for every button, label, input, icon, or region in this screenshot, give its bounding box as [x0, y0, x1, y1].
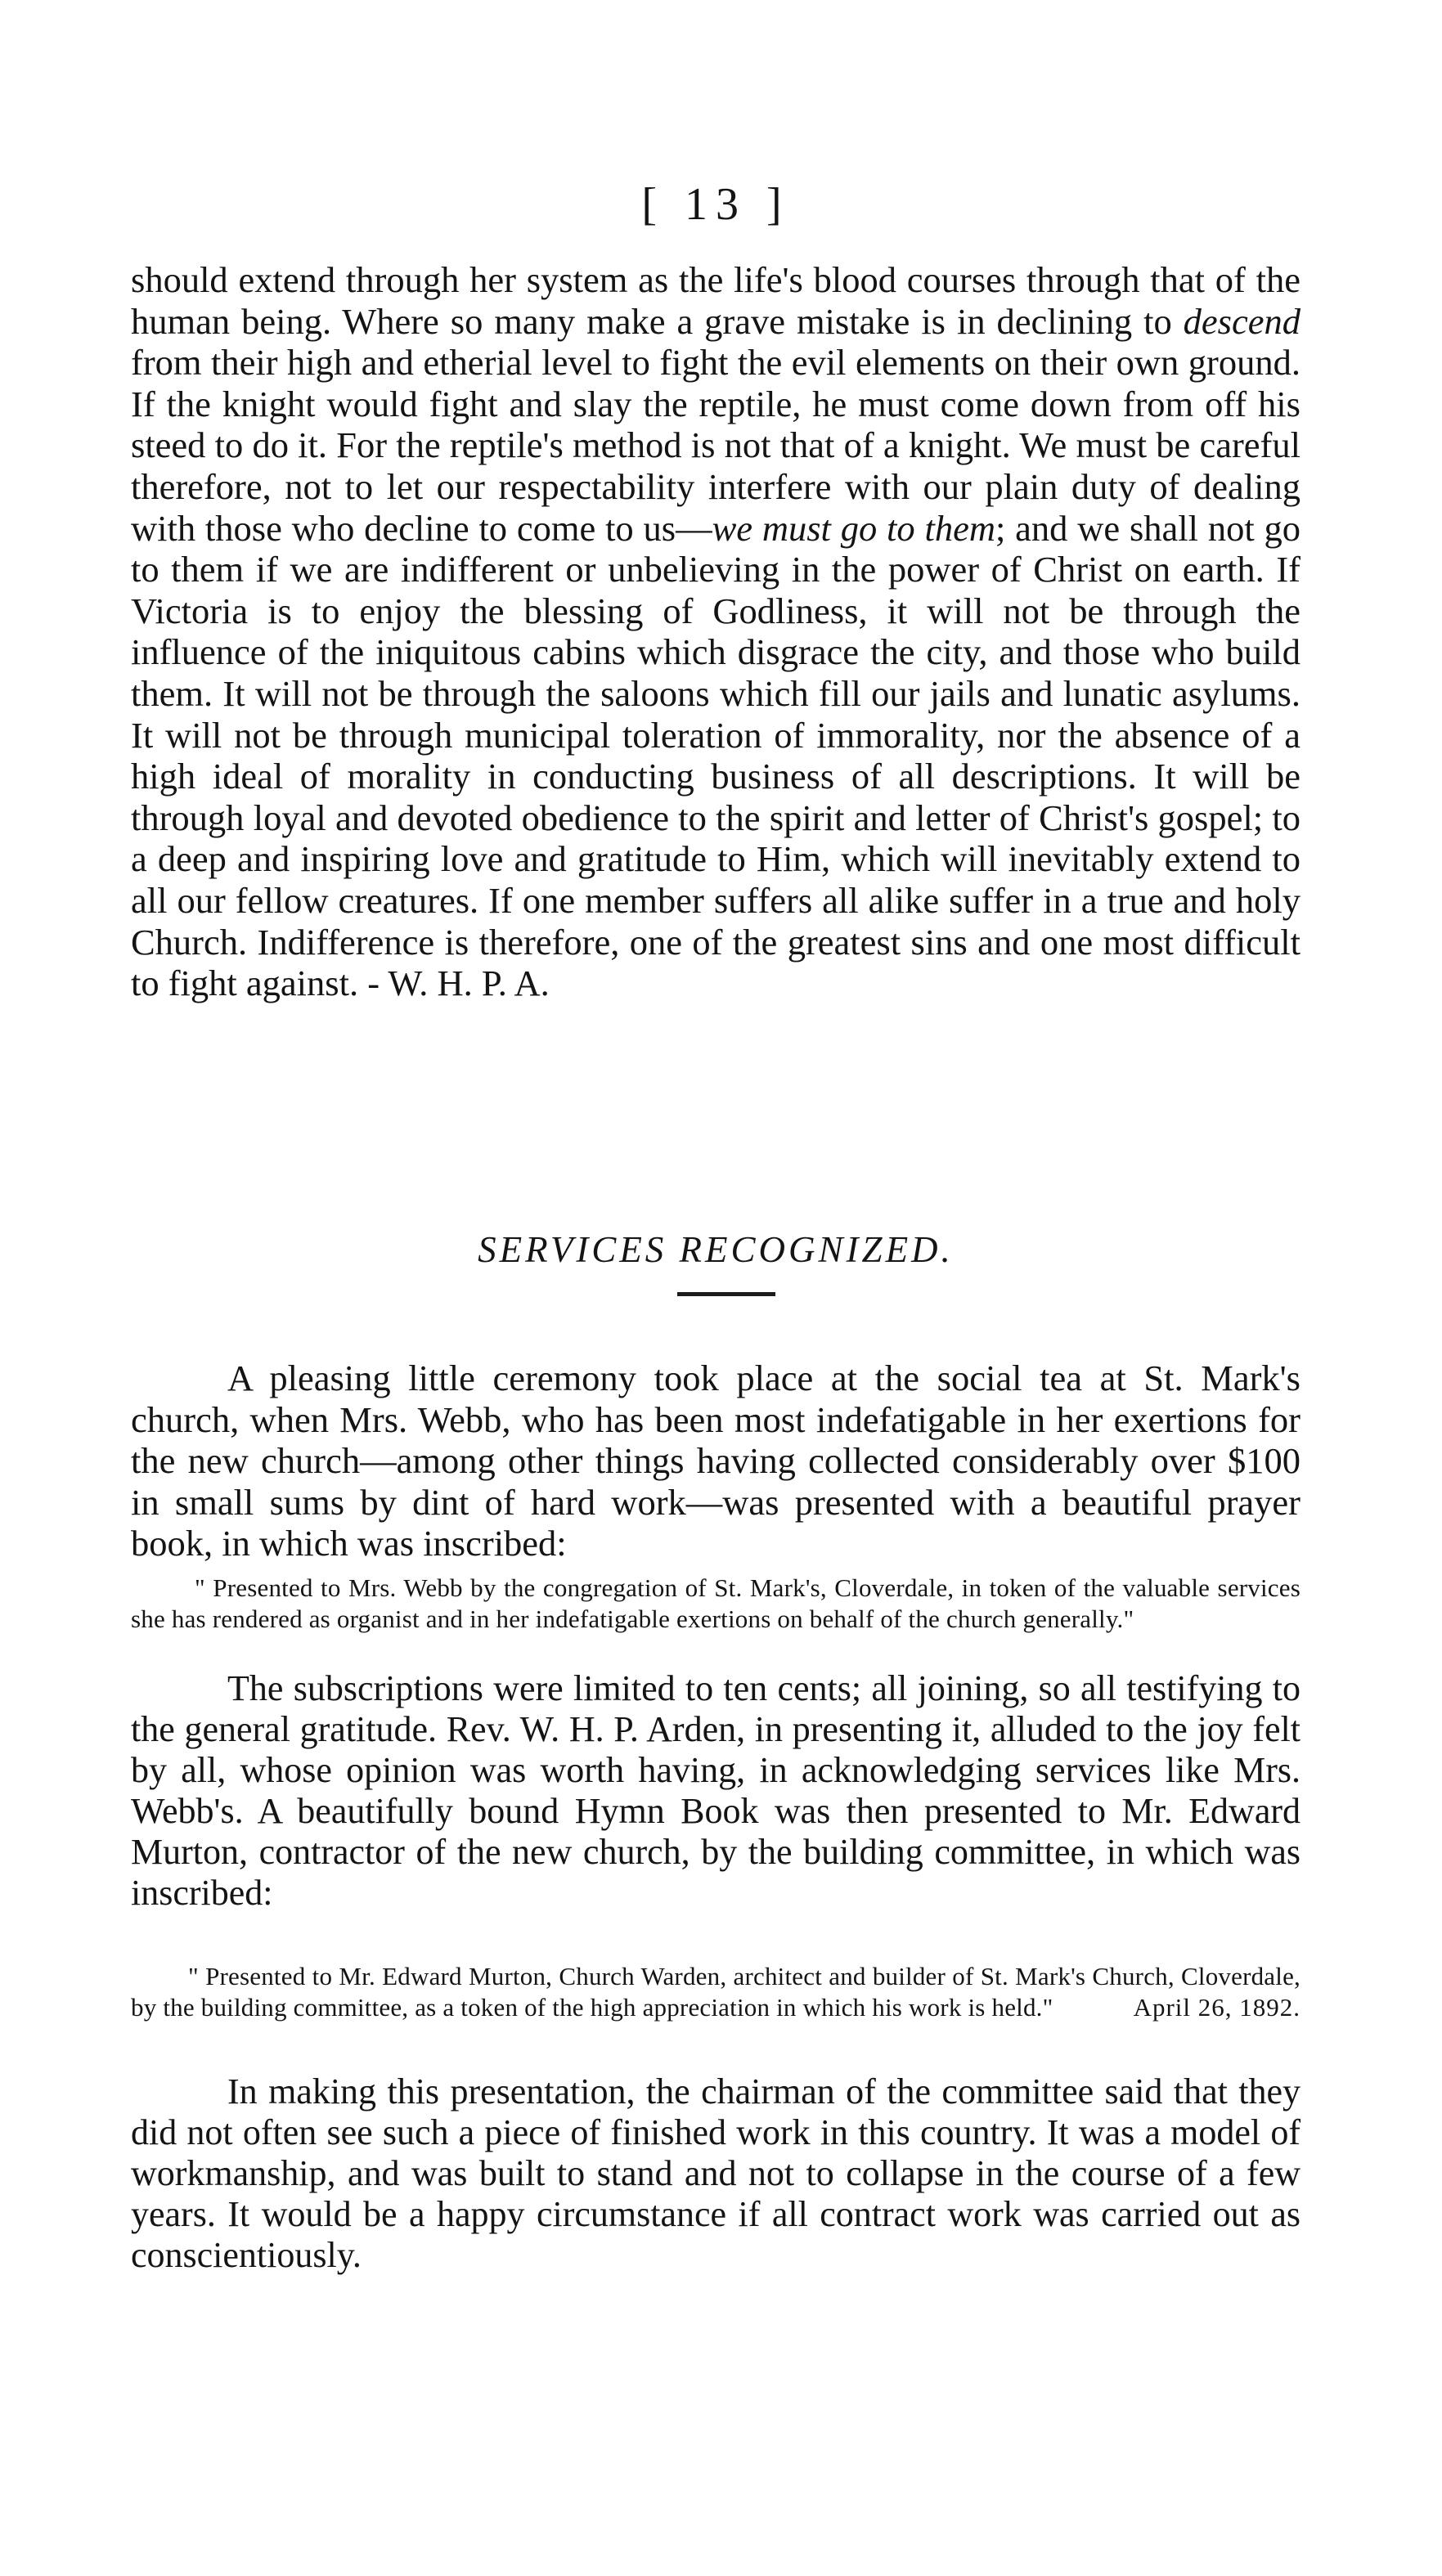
section-heading: SERVICES RECOGNIZED.	[478, 1229, 954, 1270]
inscription-murton	[131, 1961, 1300, 2023]
emphasis-go-to-them: we must go to them	[712, 507, 995, 549]
inscription-webb: " Presented to Mrs. Webb by the congregation of St. Mark's, Cloverdale, in token of the valuable services she has rendered as organist and in her indefatigable exertions on behalf of the church generally."	[131, 1573, 1300, 1633]
paragraph-text: ; and we shall not go to them if we are indifferent or unbelieving in the power of Christ on earth. If Victoria is to enjoy the blessing of Godliness, it will not be through the influence of the iniquitous cabins which disgrace the city, and those who build them. It will not be through the saloons which fill our jails and lunatic asylums. It will not be through municipal toleration of immorality, nor the absence of a high ideal of morality in conducting business of all descriptions. It will be through loyal and devoted obedience to the spirit and letter of Christ's gospel; to a deep and inspiring love and gratitude to Him, which will inevitably extend to all our fellow creatures. If one member suffers all alike suffer in a true and holy Church. Indifference is therefore, one of the greatest sins and one most difficult to fight against. - W. H. P. A.	[131, 507, 1300, 1004]
inscription-murton-text: " Presented to Mr. Edward Murton, Church Warden, architect and builder of St. Mark's Church, Cloverdale, by the building committee, as a token of the high appreciation in which his work is held."	[131, 1962, 1300, 2022]
subscriptions-paragraph: The subscriptions were limited to ten cents; all joining, so all testifying to the general gratitude. Rev. W. H. P. Arden, in presenting it, alluded to the joy felt by all, whose opinion was worth having, in acknowledging services like Mrs. Webb's. A beautifully bound Hymn Book was then presented to Mr. Edward Murton, contractor of the new church, by the building committee, in which was inscribed:	[131, 1668, 1300, 1913]
presentation-paragraph: In making this presentation, the chairman of the committee said that they did not often see such a piece of finished work in this country. It was a model of workmanship, and was built to stand and not to collapse in the course of a few years. It would be a happy circumstance if all contract work was carried out as conscientiously.	[131, 2071, 1300, 2275]
heading-rule	[677, 1292, 775, 1296]
continued-paragraph	[131, 259, 1300, 1004]
inscription-date: April 26, 1892.	[1133, 1993, 1300, 2022]
paragraph-text: should extend through her system as the life's blood courses through that of the human being. Where so many make a grave mistake is in declining to	[131, 259, 1300, 342]
paragraph-text: from their high and etherial level to fight the evil elements on their own ground. If the knight would fight and slay the reptile, he must come down from off his steed to do it. For the reptile's method is not that of a knight. We must be careful therefore, not to let our respectability interfere with our plain duty of dealing with those who decline to come to us—	[131, 342, 1300, 549]
ceremony-paragraph: A pleasing little ceremony took place at the social tea at St. Mark's church, when Mrs. Webb, who has been most indefatigable in her exertions for the new church—among other things having collected considerably over $100 in small sums by dint of hard work—was presented with a beautiful prayer book, in which was inscribed:	[131, 1358, 1300, 1564]
emphasis-descend: descend	[1183, 300, 1300, 342]
page-number: [ 13 ]	[641, 179, 790, 230]
document-page	[131, 0, 1300, 2576]
